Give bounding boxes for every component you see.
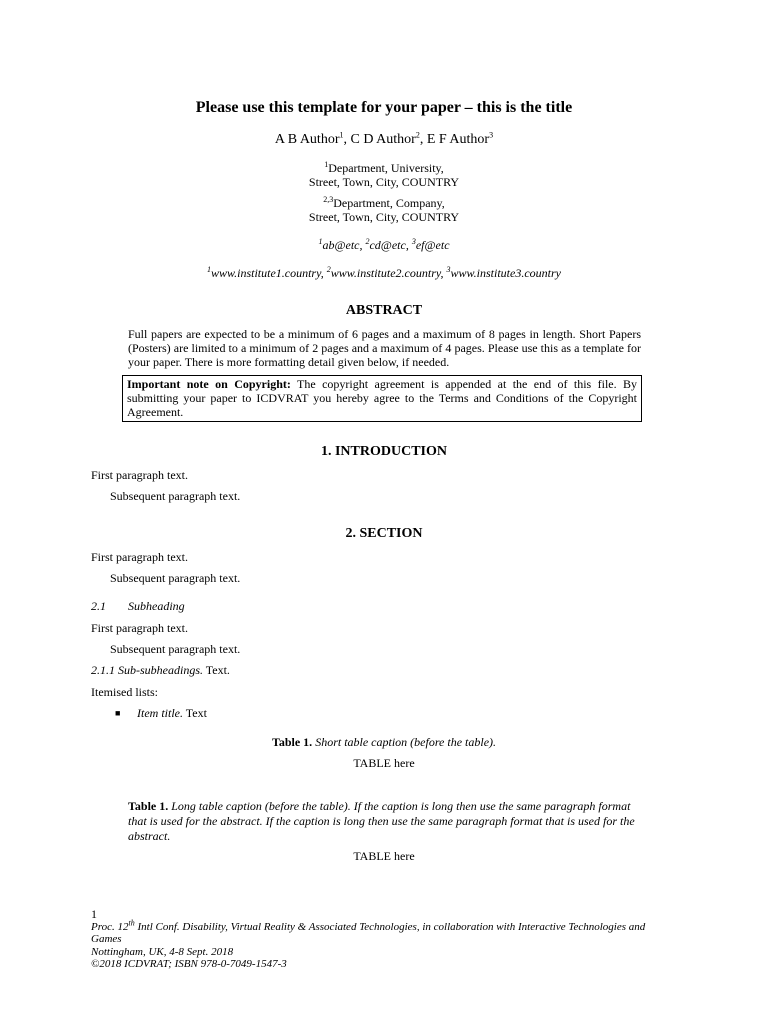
copyright-note-box (122, 375, 642, 422)
short-table-caption: Table 1. Short table caption (before the table). (271, 735, 497, 749)
author-emails: $^1$ab@etc, $^2$cd@etc, $^3$ef@etc (318, 237, 450, 252)
subsection-first-paragraph: First paragraph text. (91, 621, 188, 635)
section-heading-section: 2. SECTION (345, 526, 423, 541)
paper-title: Please use this template for your paper – this is the title (195, 99, 573, 116)
abstract-body: Full papers are expected to be a minimum of 6 pages and a maximum of 8 pages in length. Short Papers (Posters) are limited to a minimum of 2 pages and a maximum of 4 pages. Please use this as a template for your paper. There is more formatting detail given below, if needed. (128, 327, 641, 369)
copyright-note-text: The copyright agreement is appended at the end of this file. By submitting your paper to ICDVRAT you hereby agree to the Terms and Conditions of the Copyright Agreement. (127, 377, 638, 419)
section-heading-introduction: 1. INTRODUCTION (320, 444, 447, 459)
footer-location: Nottingham, UK, 4-8 Sept. 2018 (91, 946, 234, 958)
author-1: A B Author (274, 132, 340, 147)
affiliation-1: $^1$Department, University, Street, Town, City, COUNTRY (308, 160, 460, 189)
section-subsequent-paragraph: Subsequent paragraph text. (110, 571, 241, 585)
page-number: 1 (91, 907, 97, 921)
footer-isbn: ©2018 ICDVRAT; ISBN 978-0-7049-1547-3 (91, 958, 287, 970)
copyright-note-label: Important note on Copyright: (127, 377, 291, 391)
intro-subsequent-paragraph: Subsequent paragraph text. (110, 489, 241, 503)
section-first-paragraph: First paragraph text. (91, 550, 188, 564)
list-item: Item title. Text (137, 706, 207, 720)
footer-proceedings: Proc. 12th Intl Conf. Disability, Virtual Reality & Associated Technologies, in collaboration with Interactive Technologies and Games (91, 918, 646, 945)
table-placeholder-1: TABLE here (353, 756, 415, 770)
subsection-subsequent-paragraph: Subsequent paragraph text. (110, 642, 241, 656)
long-table-caption: Table 1. Long table caption (before the table). If the caption is long then use the same paragraph format that is used for the abstract. If the caption is long then use the same paragraph format that is used for the abstract. (128, 799, 635, 843)
author-3: , E F Author (419, 132, 490, 147)
author-list: A B Author$^1$, C D Author$^2$, E F Author$^3$ (274, 130, 494, 147)
itemised-lists-label: Itemised lists: (91, 685, 158, 699)
abstract-heading: ABSTRACT (345, 303, 423, 318)
subheading-2-1: 2.1 Subheading (91, 599, 185, 613)
bullet-icon: ■ (115, 708, 121, 718)
sub-subheading-2-1-1: 2.1.1 Sub-subheadings. Text. (91, 663, 230, 677)
affiliation-2: $^{2,3}$Department, Company, Street, Town, City, COUNTRY (308, 195, 460, 224)
table-placeholder-2: TABLE here (353, 849, 415, 863)
author-2: , C D Author (343, 132, 416, 147)
intro-first-paragraph: First paragraph text. (91, 468, 188, 482)
author-websites: $^1$www.institute1.country, $^2$www.institute2.country, $^3$www.institute3.country (206, 265, 561, 280)
